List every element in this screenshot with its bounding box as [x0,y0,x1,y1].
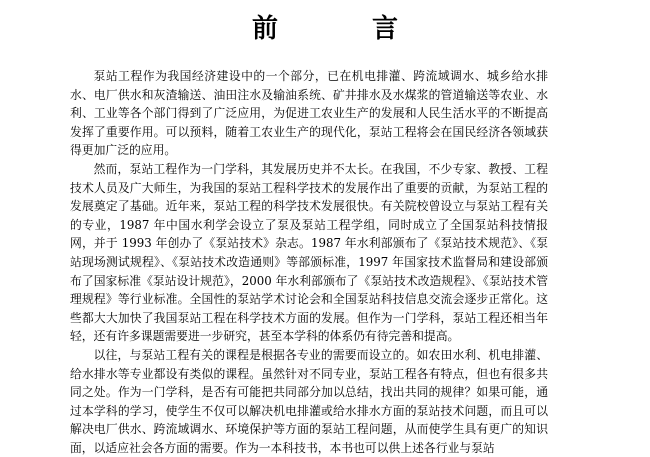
paragraph: 然而，泵站工程作为一门学科，其发展历史并不太长。在我国，不少专家、教授、工程技术人员及广大师生，为我国的泵站工程科学技术的发展作出了重要的贡献，为泵站工程的发展奠定了基础。近年来，泵站工程的科学技术发展很快。有关院校曾设立与泵站工程有关的专业，1987 年中国水利学会设立了泵及泵站工程学组，同时成立了全国泵站科技情报网，并于 1993 年创办了《泵站技术》杂志。1987 年水利部颁布了《泵站技术规范》、《泵站现场测试规程》、《泵站技术改造通则》等部颁标准，1997 年国家技术监督局和建设部颁布了国家标准《泵站设计规范》，2000 年水利部颁布了《泵站技术改造规程》、《泵站技术管理规程》等行业标准。全国性的泵站学术讨论会和全国泵站科技信息交流会逐步正常化。这些都大大加快了我国泵站工程在科学技术方面的发展。但作为一门学科，泵站工程还相当年轻，还有许多课题需要进一步研究，甚至本学科的体系仍有待完善和提高。 [70,161,548,344]
paragraph: 泵站工程作为我国经济建设中的一个部分，已在机电排灌、跨流域调水、城乡给水排水、电厂供水和灰渣输送、油田注水及输油系统、矿井排水及水煤浆的管道输送等农业、水利、工业等各个部门得到了广泛应用，为促进工农业生产的发展和人民生活水平的不断提高发挥了重要作用。可以预料，随着工农业生产的现代化，泵站工程将会在国民经济各领域获得更加广泛的应用。 [70,69,548,158]
paragraph: 以往，与泵站工程有关的课程是根据各专业的需要而设立的。如农田水利、机电排灌、给水排水等专业都设有类似的课程。虽然针对不同专业，泵站工程各有特点，但也有很多共同之处。作为一门学科，是否有可能把共同部分加以总结，找出共同的规律？如果可能，通过本学科的学习，使学生不仅可以解决机电排灌或给水排水方面的泵站技术问题，而且可以解决电厂供水、跨流域调水、环境保护等方面的泵站工程问题，从而使学生具有更广的知识面，以适应社会各方面的需要。作为一本科技书，本书也可以供上述各行业与泵站 [70,347,548,455]
page-title: 前 言 [251,14,432,44]
body-text [70,67,548,457]
